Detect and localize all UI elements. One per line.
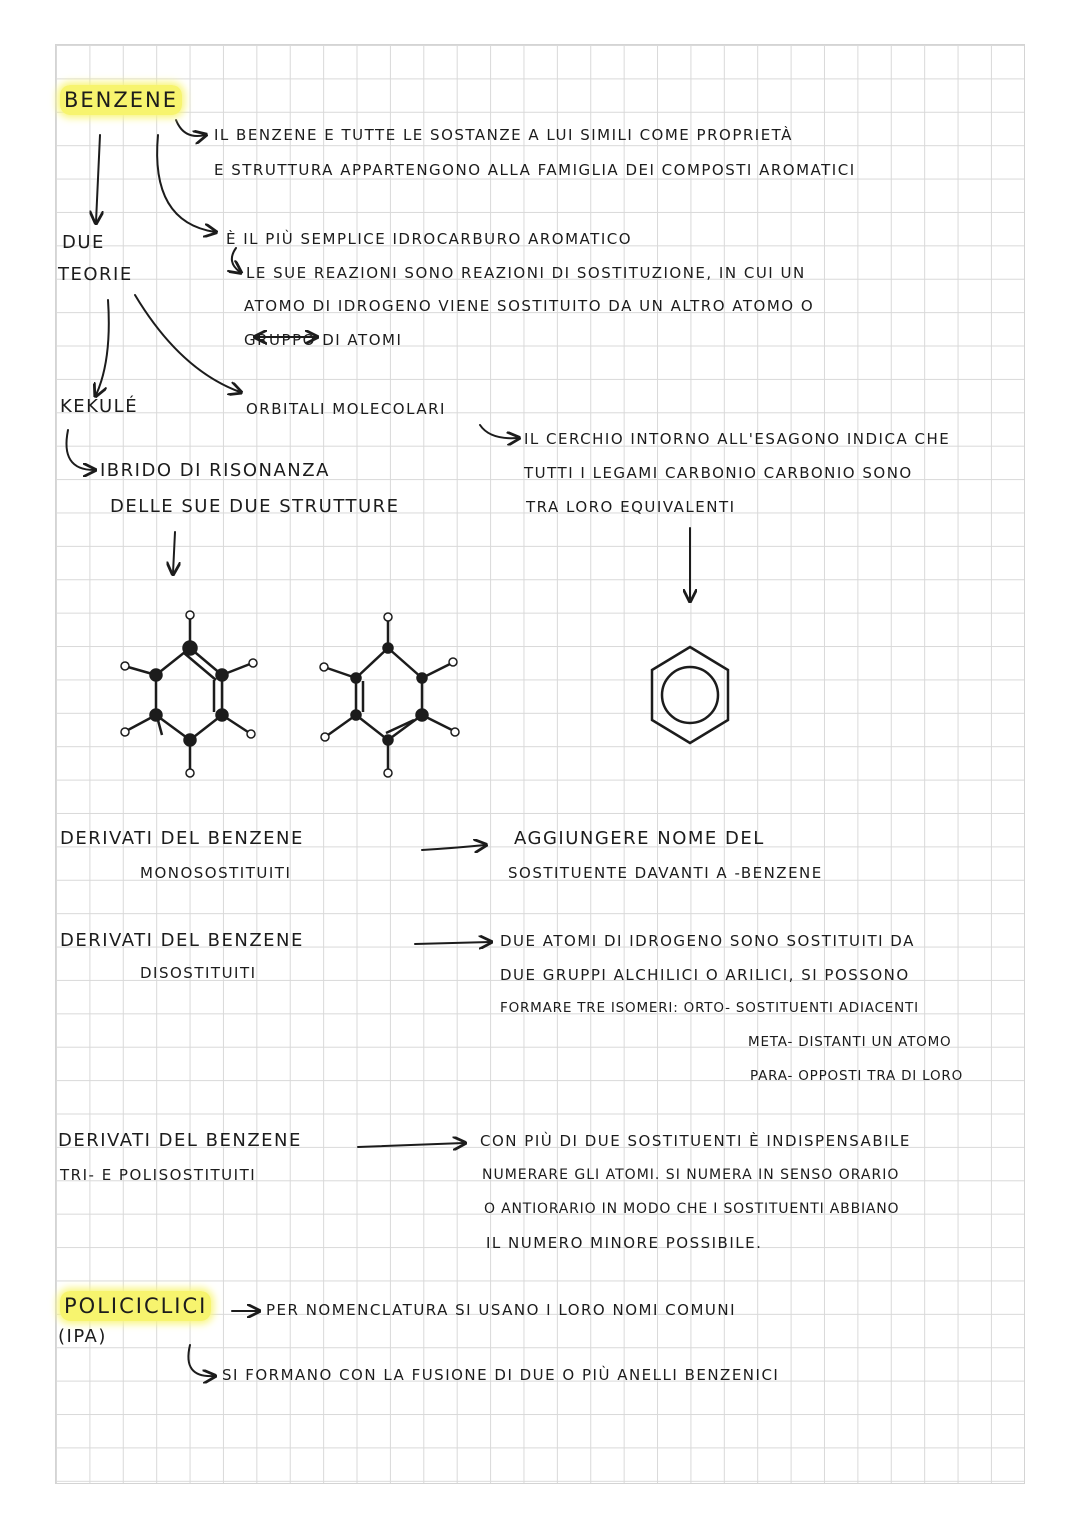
arrow-orbitals-desc (480, 425, 518, 438)
mono-title-line1: DERIVATI DEL BENZENE (60, 828, 304, 849)
arrow-to-kekule (96, 300, 109, 395)
benzene-reactions-line3: GRUPPO DI ATOMI (244, 331, 403, 349)
arrow-to-two-theories (96, 135, 100, 222)
arrow-di (415, 942, 490, 944)
arrow-to-simplest-hydrocarbon (157, 135, 215, 232)
kekule-desc-line2: DELLE SUE DUE STRUTTURE (110, 496, 400, 517)
di-title-line2: DISOSTITUITI (140, 964, 257, 982)
orbitals-desc-line3: TRA LORO EQUIVALENTI (526, 498, 736, 516)
di-desc-line2: DUE GRUPPI ALCHILICI O ARILICI, SI POSSONO (500, 966, 910, 984)
arrow-to-orbitals (135, 295, 240, 392)
tri-desc-line3: O ANTIORARIO IN MODO CHE I SOSTITUENTI ABBIANO (484, 1201, 900, 1217)
orbitals-label: ORBITALI MOLECOLARI (246, 400, 446, 418)
arrow-to-definition (176, 120, 205, 136)
polycyclic-abbr: (IPA) (58, 1326, 107, 1347)
di-title-line1: DERIVATI DEL BENZENE (60, 930, 304, 951)
tri-title-line2: TRI- E POLISOSTITUITI (60, 1166, 257, 1184)
arrow-kekule-desc (66, 430, 94, 470)
arrow-tri (358, 1143, 464, 1147)
mono-desc-line2: SOSTITUENTE DAVANTI A -BENZENE (508, 864, 823, 882)
arrow-to-reactions (232, 248, 240, 272)
benzene-simplest: È IL PIÙ SEMPLICE IDROCARBURO AROMATICO (226, 230, 633, 248)
arrow-mono (422, 845, 485, 850)
two-theories-line2: TEORIE (58, 264, 133, 285)
kekule-desc-line1: IBRIDO DI RISONANZA (100, 460, 330, 481)
kekule-right-atoms (320, 613, 459, 777)
arrow-poly-2 (188, 1345, 214, 1376)
orbitals-desc-line2: TUTTI I LEGAMI CARBONIO CARBONIO SONO (524, 464, 913, 482)
di-para: PARA- OPPOSTI TRA DI LORO (750, 1068, 964, 1084)
benzene-title: BENZENE (60, 90, 182, 111)
di-meta: META- DISTANTI UN ATOMO (748, 1034, 952, 1050)
benzene-circle-hexagon (652, 647, 728, 743)
benzene-reactions-line2: ATOMO DI IDROGENO VIENE SOSTITUITO DA UN ALTRO ATOMO O (244, 297, 815, 315)
polycyclic-desc-line2: SI FORMANO CON LA FUSIONE DI DUE O PIÙ ANELLI BENZENICI (222, 1366, 780, 1384)
benzene-definition-line1: IL BENZENE E TUTTE LE SOSTANZE A LUI SIMILI COME PROPRIETÀ (214, 126, 793, 144)
polycyclic-title: POLICICLICI (60, 1296, 211, 1317)
polycyclic-desc-line1: PER NOMENCLATURA SI USANO I LORO NOMI COMUNI (266, 1301, 737, 1319)
two-theories-line1: DUE (62, 232, 105, 253)
kekule-label: KEKULÉ (60, 396, 139, 417)
mono-desc-line1: AGGIUNGERE NOME DEL (514, 828, 765, 849)
tri-desc-line1: CON PIÙ DI DUE SOSTITUENTI È INDISPENSABILE (480, 1132, 911, 1150)
orbitals-desc-line1: IL CERCHIO INTORNO ALL'ESAGONO INDICA CHE (524, 430, 951, 448)
tri-desc-line2: NUMERARE GLI ATOMI. SI NUMERA IN SENSO ORARIO (482, 1167, 900, 1183)
di-desc-line1: DUE ATOMI DI IDROGENO SONO SOSTITUITI DA (500, 932, 915, 950)
arrow-to-kekule-structures (173, 532, 175, 573)
benzene-definition-line2: E STRUTTURA APPARTENGONO ALLA FAMIGLIA DEI COMPOSTI AROMATICI (214, 161, 856, 179)
benzene-reactions-line1: LE SUE REAZIONI SONO REAZIONI DI SOSTITUZIONE, IN CUI UN (246, 264, 806, 282)
mono-title-line2: MONOSOSTITUITI (140, 864, 292, 882)
tri-desc-line4: IL NUMERO MINORE POSSIBILE. (486, 1234, 763, 1252)
di-desc-line3: FORMARE TRE ISOMERI: ORTO- SOSTITUENTI ADIACENTI (500, 1000, 919, 1016)
tri-title-line1: DERIVATI DEL BENZENE (58, 1130, 302, 1151)
